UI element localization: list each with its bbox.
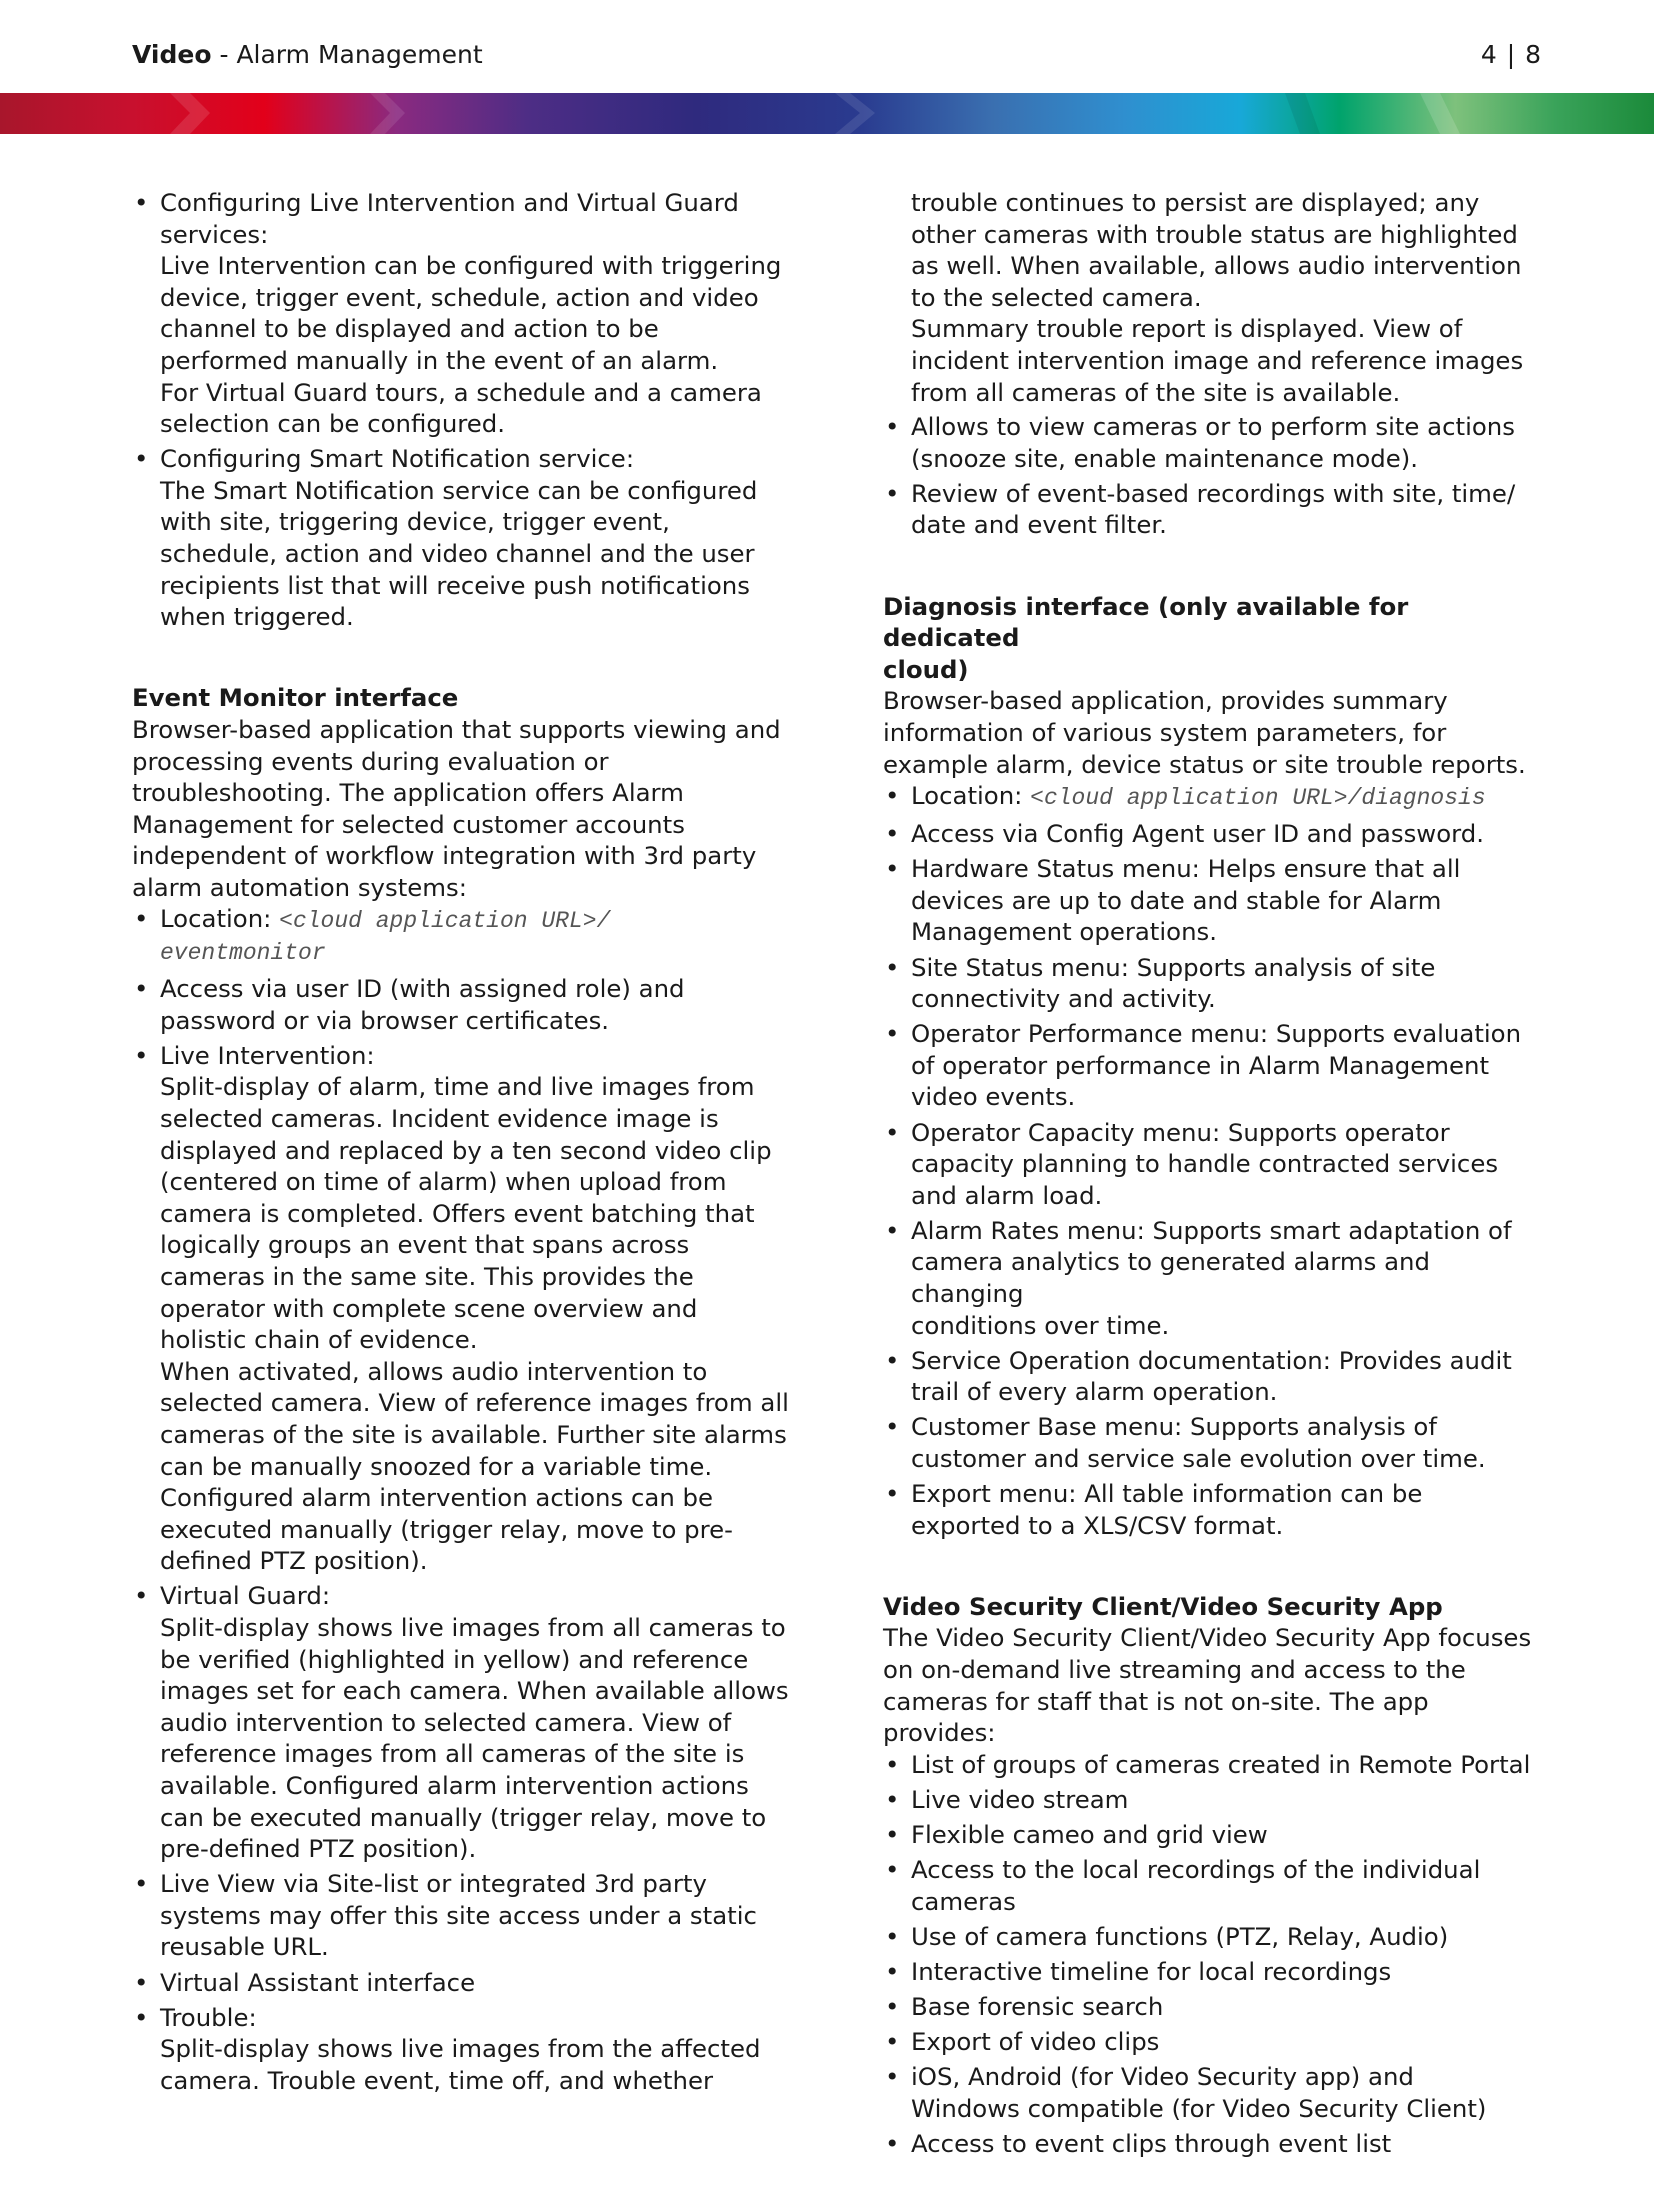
item-text: Access to the local recordings of the individual	[911, 1855, 1481, 1884]
page-number: 4 | 8	[1480, 39, 1542, 69]
item-text: with site, triggering device, trigger event,	[160, 507, 670, 537]
item-text: Alarm Rates menu: Supports smart adaptation of	[911, 1215, 1512, 1245]
location-label: Location:	[911, 781, 1031, 811]
item-text: Live Intervention can be configured with triggering	[160, 251, 782, 281]
item-text: trail of every alarm operation.	[911, 1377, 1278, 1407]
list-item-location	[883, 780, 1543, 815]
item-text: Customer Base menu: Supports analysis of	[911, 1412, 1437, 1442]
paragraph-line: Management for selected customer accounts	[132, 809, 685, 839]
paragraph-line: Browser-based application, provides summary	[883, 686, 1448, 716]
list-item	[883, 2026, 1543, 2058]
item-text: schedule, action and video channel and the user	[160, 539, 755, 569]
item-text: date and event filter.	[911, 510, 1167, 540]
item-text: systems may offer this site access under a static	[160, 1900, 757, 1930]
bullet: •	[134, 974, 149, 1004]
item-text: devices are up to date and stable for Alarm	[911, 885, 1442, 915]
list-item	[883, 1991, 1543, 2023]
right-column	[883, 187, 1543, 2163]
item-text: selected camera. View of reference images from all	[160, 1388, 789, 1418]
paragraph-line: troubleshooting. The application offers Alarm	[132, 778, 684, 808]
bullet: •	[885, 1991, 900, 2021]
bullet: •	[885, 1345, 900, 1375]
item-text: displayed and replaced by a ten second video clip	[160, 1135, 772, 1165]
item-text: Interactive timeline for local recordings	[911, 1956, 1392, 1986]
paragraph-line: example alarm, device status or site trouble reports.	[883, 749, 1526, 779]
site-actions-list	[883, 411, 1543, 541]
item-text: Operator Capacity menu: Supports operator	[911, 1117, 1450, 1147]
list-item	[883, 1921, 1543, 1953]
page-header	[132, 34, 1542, 74]
item-text: camera analytics to generated alarms and changing	[911, 1247, 1430, 1308]
paragraph-line: information of various system parameters, for	[883, 717, 1447, 747]
item-text: password or via browser certificates.	[160, 1005, 610, 1035]
list-item	[883, 1956, 1543, 1988]
item-label: Configuring Live Intervention and Virtual Guard	[160, 188, 739, 217]
bullet: •	[885, 1412, 900, 1442]
item-text: conditions over time.	[911, 1310, 1170, 1340]
item-text: connectivity and activity.	[911, 984, 1216, 1014]
item-text: Management operations.	[911, 917, 1217, 947]
bullet: •	[885, 1855, 900, 1884]
item-text: and alarm load.	[911, 1180, 1103, 1210]
location-url: <cloud application URL>/diagnosis	[1030, 785, 1486, 812]
bullet: •	[134, 1581, 149, 1611]
item-text: customer and service sale evolution over time.	[911, 1443, 1486, 1473]
item-text: Virtual Assistant interface	[160, 1967, 476, 1997]
item-text: Summary trouble report is displayed. View of	[911, 314, 1463, 344]
location-url: eventmonitor	[160, 940, 326, 967]
list-item	[132, 443, 792, 633]
header-title	[132, 40, 483, 69]
list-item	[883, 1215, 1543, 1341]
paragraph-line: processing events during evaluation or	[132, 746, 609, 776]
title-line: cloud)	[883, 654, 969, 684]
item-label: Virtual Guard:	[160, 1581, 331, 1611]
item-text: reusable URL.	[160, 1932, 329, 1962]
item-text: device, trigger event, schedule, action and video	[160, 282, 759, 312]
event-monitor-description	[132, 714, 792, 904]
bullet: •	[885, 952, 900, 982]
diagnosis-description	[883, 685, 1543, 780]
bullet: •	[885, 1117, 900, 1147]
item-text: incident intervention image and reference images	[911, 345, 1524, 375]
item-text: Export of video clips	[911, 2026, 1160, 2056]
list-item	[883, 2061, 1543, 2124]
services-list	[132, 187, 792, 633]
bullet: •	[134, 1040, 149, 1070]
item-text: Split-display shows live images from all cameras to	[160, 1613, 786, 1643]
location-url: <cloud application URL>/	[279, 908, 611, 935]
bullet: •	[885, 1749, 900, 1779]
brand-color-strip	[0, 93, 1654, 134]
header-section: Alarm Management	[236, 39, 483, 69]
bullet: •	[885, 1019, 900, 1049]
item-label: Trouble:	[160, 2002, 257, 2032]
paragraph-line: alarm automation systems:	[132, 872, 467, 902]
bullet: •	[885, 1819, 900, 1849]
item-text: Access via user ID (with assigned role) and	[160, 974, 685, 1004]
item-text: exported to a XLS/CSV format.	[911, 1510, 1284, 1540]
list-item	[132, 1040, 792, 1577]
paragraph-line: provides:	[883, 1718, 996, 1748]
item-text: Operator Performance menu: Supports evaluation	[911, 1019, 1522, 1049]
list-item	[883, 1018, 1543, 1113]
item-text: to the selected camera.	[911, 282, 1202, 312]
item-text: capacity planning to handle contracted services	[911, 1149, 1499, 1179]
bullet: •	[885, 1956, 900, 1986]
bullet: •	[885, 2062, 900, 2092]
item-text: of operator performance in Alarm Management	[911, 1050, 1490, 1080]
item-text: pre-defined PTZ position).	[160, 1834, 477, 1864]
item-text: cameras	[911, 1886, 1016, 1916]
item-text: camera. Trouble event, time off, and whether	[160, 2065, 713, 2095]
location-label: Location:	[160, 904, 280, 934]
item-text: video events.	[911, 1082, 1076, 1112]
item-text: Hardware Status menu: Helps ensure that all	[911, 854, 1461, 884]
list-item	[883, 853, 1543, 948]
item-text: executed manually (trigger relay, move to pre-	[160, 1514, 733, 1544]
item-label: Configuring Smart Notification service:	[160, 444, 635, 474]
item-text: Base forensic search	[911, 1991, 1164, 2021]
section-title-diagnosis	[883, 591, 1543, 686]
bullet: •	[134, 444, 149, 474]
item-text: performed manually in the event of an alarm.	[160, 345, 719, 375]
bullet: •	[885, 478, 900, 508]
section-title-vsc: Video Security Client/Video Security App	[883, 1591, 1443, 1621]
item-text: Split-display shows live images from the affected	[160, 2034, 761, 2064]
item-text: can be manually snoozed for a variable time.	[160, 1451, 713, 1481]
item-text: reference images from all cameras of the site is	[160, 1739, 745, 1769]
bullet: •	[134, 1869, 149, 1899]
bullet: •	[134, 904, 149, 934]
paragraph-line: independent of workflow integration with 3rd party	[132, 841, 757, 871]
item-text: camera is completed. Offers event batching that	[160, 1198, 755, 1228]
item-text: be verified (highlighted in yellow) and reference	[160, 1644, 749, 1674]
item-text: Access to event clips through event list	[911, 2128, 1392, 2158]
list-item	[883, 478, 1543, 541]
bullet: •	[885, 1784, 900, 1814]
header-separator: -	[211, 39, 237, 69]
title-line: Diagnosis interface (only available for dedicated	[883, 591, 1409, 653]
event-monitor-list	[132, 903, 792, 2096]
list-item	[132, 1868, 792, 1963]
paragraph-line: cameras for staff that is not on-site. The app	[883, 1686, 1429, 1716]
item-label: services:	[160, 219, 269, 249]
item-text: audio intervention to selected camera. View of	[160, 1707, 732, 1737]
item-text: channel to be displayed and action to be	[160, 314, 659, 344]
bullet: •	[885, 2128, 900, 2158]
item-text: When activated, allows audio intervention to	[160, 1356, 708, 1386]
item-text: For Virtual Guard tours, a schedule and a camera	[160, 377, 762, 407]
bullet: •	[885, 2026, 900, 2056]
item-text: Site Status menu: Supports analysis of site	[911, 952, 1436, 982]
list-item	[883, 1854, 1543, 1917]
paragraph-line: Browser-based application that supports viewing and	[132, 714, 781, 744]
bullet: •	[885, 1215, 900, 1245]
brand-strip-graphic	[0, 93, 1654, 134]
list-item	[132, 187, 792, 440]
bullet: •	[885, 781, 900, 811]
trouble-continuation	[883, 187, 1543, 408]
paragraph-line: The Video Security Client/Video Security App focuses	[883, 1623, 1532, 1653]
left-column	[132, 187, 792, 2100]
item-text: Live View via Site-list or integrated 3rd party	[160, 1869, 707, 1899]
bullet: •	[885, 1921, 900, 1951]
item-text: Configured alarm intervention actions can be	[160, 1483, 714, 1513]
item-text: Windows compatible (for Video Security Client)	[911, 2093, 1487, 2123]
item-text: Export menu: All table information can be	[911, 1479, 1423, 1509]
list-item	[132, 1967, 792, 1999]
list-item	[883, 1749, 1543, 1781]
item-text: available. Configured alarm intervention actions	[160, 1771, 749, 1800]
paragraph-line: on on-demand live streaming and access to the	[883, 1654, 1466, 1684]
item-text: The Smart Notification service can be configured	[160, 475, 758, 505]
list-item	[883, 1117, 1543, 1212]
bullet: •	[134, 188, 149, 217]
list-item	[883, 1478, 1543, 1541]
list-item	[132, 973, 792, 1036]
item-text: selected cameras. Incident evidence image is	[160, 1104, 719, 1134]
list-item-location	[132, 903, 792, 969]
list-item	[883, 1411, 1543, 1474]
item-text: defined PTZ position).	[160, 1546, 428, 1576]
item-text: List of groups of cameras created in Remote Portal	[911, 1749, 1531, 1779]
vsc-description	[883, 1622, 1543, 1748]
list-item	[883, 1345, 1543, 1408]
list-item	[883, 1784, 1543, 1816]
item-text: Access via Config Agent user ID and password.	[911, 819, 1484, 849]
section-title-event-monitor: Event Monitor interface	[132, 683, 459, 713]
item-text: as well. When available, allows audio intervention	[911, 251, 1522, 281]
item-text: holistic chain of evidence.	[160, 1325, 478, 1355]
item-text: from all cameras of the site is available.	[911, 377, 1401, 407]
item-text: Service Operation documentation: Provides audit	[911, 1345, 1512, 1375]
list-item	[132, 2002, 792, 2097]
item-text: (snooze site, enable maintenance mode).	[911, 443, 1419, 473]
item-text: when triggered.	[160, 602, 354, 632]
bullet: •	[885, 819, 900, 849]
bullet: •	[134, 1967, 149, 1997]
item-text: Review of event-based recordings with site, time/	[911, 478, 1516, 508]
item-text: cameras of the site is available. Further site alarms	[160, 1419, 787, 1449]
item-text: logically groups an event that spans across	[160, 1230, 690, 1260]
list-item	[132, 1580, 792, 1864]
item-text: other cameras with trouble status are highlighted	[911, 219, 1518, 249]
list-item	[883, 411, 1543, 474]
bullet: •	[885, 1479, 900, 1509]
list-item	[883, 1819, 1543, 1851]
list-item	[883, 2128, 1543, 2160]
item-label: Live Intervention:	[160, 1040, 375, 1070]
item-text: cameras in the same site. This provides the	[160, 1262, 694, 1291]
item-text: iOS, Android (for Video Security app) and	[911, 2062, 1414, 2092]
item-text: Flexible cameo and grid view	[911, 1819, 1268, 1849]
diagnosis-list	[883, 780, 1543, 1541]
item-text: Split-display of alarm, time and live images from	[160, 1072, 755, 1102]
item-text: Live video stream	[911, 1784, 1129, 1814]
item-text: recipients list that will receive push notifications	[160, 570, 750, 600]
item-text: operator with complete scene overview and	[160, 1293, 698, 1323]
item-text: (centered on time of alarm) when upload from	[160, 1167, 727, 1197]
header-product: Video	[132, 39, 212, 69]
item-text: Use of camera functions (PTZ, Relay, Audio)	[911, 1921, 1449, 1951]
bullet: •	[134, 2002, 149, 2032]
item-text: trouble continues to persist are displayed; any	[911, 188, 1480, 217]
item-text: can be executed manually (trigger relay, move to	[160, 1802, 767, 1832]
item-text: images set for each camera. When available allows	[160, 1676, 789, 1706]
item-text: selection can be configured.	[160, 409, 506, 439]
list-item	[883, 952, 1543, 1015]
list-item	[883, 818, 1543, 850]
vsc-features-list	[883, 1749, 1543, 2160]
bullet: •	[885, 854, 900, 884]
item-text: Allows to view cameras or to perform site actions	[911, 412, 1515, 442]
bullet: •	[885, 412, 900, 442]
